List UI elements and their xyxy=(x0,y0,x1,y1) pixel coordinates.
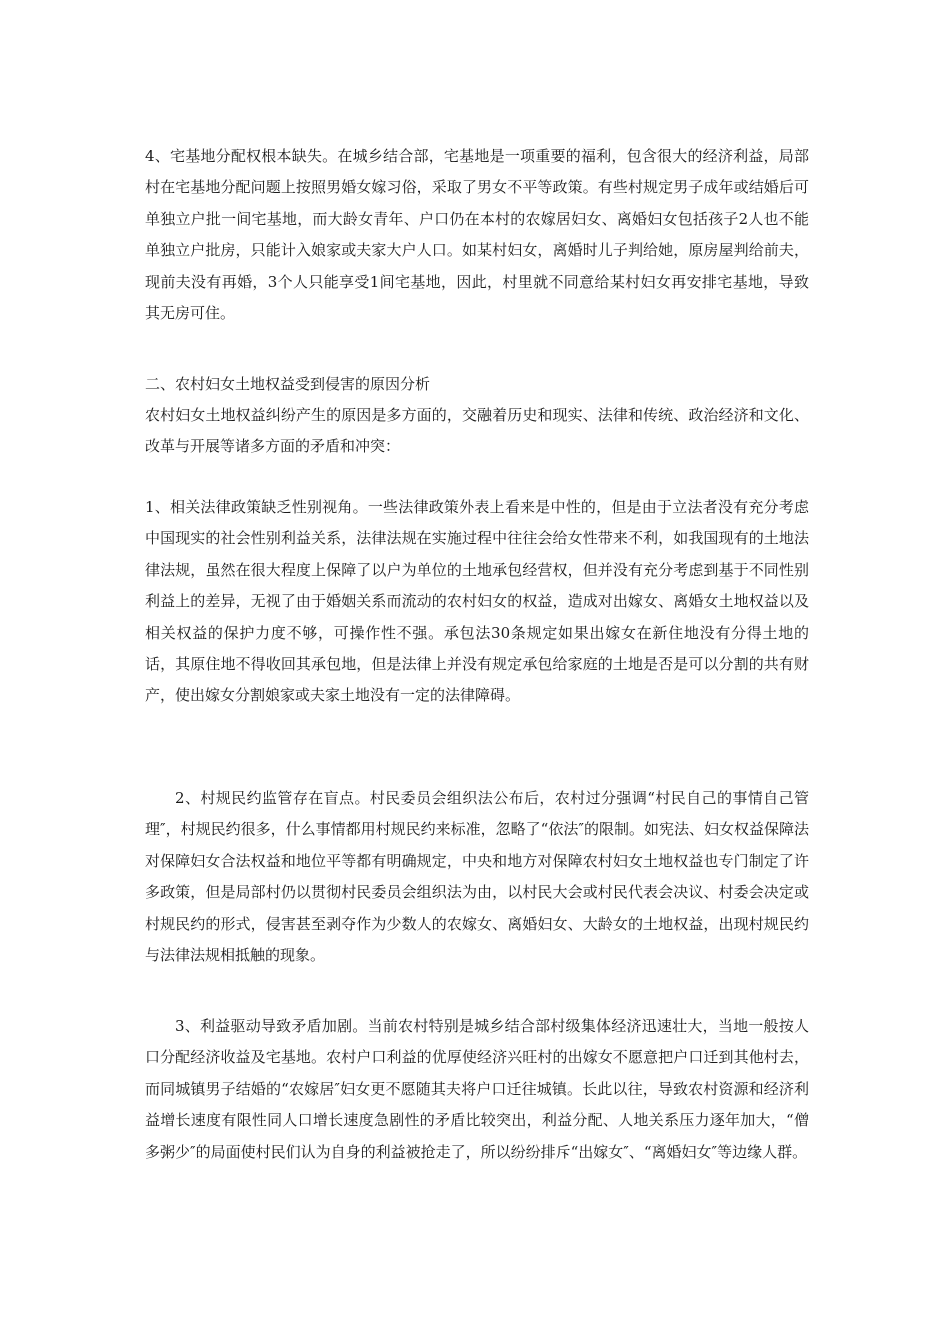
paragraph-cause-1-law: 1、相关法律政策缺乏性别视角。一些法律政策外表上看来是中性的，但是由于立法者没有充分考虑中国现实的社会性别利益关系，法律法规在实施过程中往往会给女性带来不利，如我国现有的土地法律法规，虽然在很大程度上保障了以户为单位的土地承包经营权，但并没有充分考虑到基于不同性别利益上的差异，无视了由于婚姻关系而流动的农村妇女的权益，造成对出嫁女、离婚女土地权益以及相关权益的保护力度不够，可操作性不强。承包法30条规定如果出嫁女在新住地没有分得土地的话，其原住地不得收回其承包地，但是法律上并没有规定承包给家庭的土地是否是可以分割的共有财产，使出嫁女分割娘家或夫家土地没有一定的法律障碍。 xyxy=(145,498,809,705)
paragraph-cause-2-village-rules: 2、村规民约监管存在盲点。村民委员会组织法公布后，农村过分强调“村民自己的事情自己管理″，村规民约很多，什么事情都用村规民约来标准，忽略了“依法″的限制。如宪法、妇女权益保障法对保障妇女合法权益和地位平等都有明确规定，中央和地方对保障农村妇女土地权益也专门制定了许多政策，但是局部村仍以贯彻村民委员会组织法为由，以村民大会或村民代表会决议、村委会决定或村规民约的形式，侵害甚至剥夺作为少数人的农嫁女、离婚妇女、大龄女的土地权益，出现村规民约与法律法规相抵触的现象。 xyxy=(145,789,809,965)
section-heading-causes: 二、农村妇女土地权益受到侵害的原因分析 xyxy=(145,375,431,393)
paragraph-homestead-rights: 4、宅基地分配权根本缺失。在城乡结合部，宅基地是一项重要的福利，包含很大的经济利益，局部村在宅基地分配问题上按照男婚女嫁习俗，采取了男女不平等政策。有些村规定男子成年或结婚后可单独立户批一间宅基地，而大龄女青年、户口仍在本村的农嫁居妇女、离婚妇女包括孩子2人也不能单独立户批房，只能计入娘家或夫家大户人口。如某村妇女，离婚时儿子判给她，原房屋判给前夫，现前夫没有再婚，3个人只能享受1间宅基地，因此，村里就不同意给某村妇女再安排宅基地，导致其无房可住。 xyxy=(145,147,809,323)
paragraph-causes-intro: 农村妇女土地权益纠纷产生的原因是多方面的，交融着历史和现实、法律和传统、政治经济和文化、改革与开展等诸多方面的矛盾和冲突： xyxy=(145,406,809,456)
paragraph-cause-3-interests: 3、利益驱动导致矛盾加剧。当前农村特别是城乡结合部村级集体经济迅速壮大，当地一般按人口分配经济收益及宅基地。农村户口利益的优厚使经济兴旺村的出嫁女不愿意把户口迁到其他村去，而同城镇男子结婚的“农嫁居″妇女更不愿随其夫将户口迁往城镇。长此以往，导致农村资源和经济利益增长速度有限性同人口增长速度急剧性的矛盾比较突出，利益分配、人地关系压力逐年加大，“僧多粥少″的局面使村民们认为自身的利益被抢走了，所以纷纷排斥“出嫁女″、“离婚妇女″等边缘人群。 xyxy=(145,1017,809,1161)
